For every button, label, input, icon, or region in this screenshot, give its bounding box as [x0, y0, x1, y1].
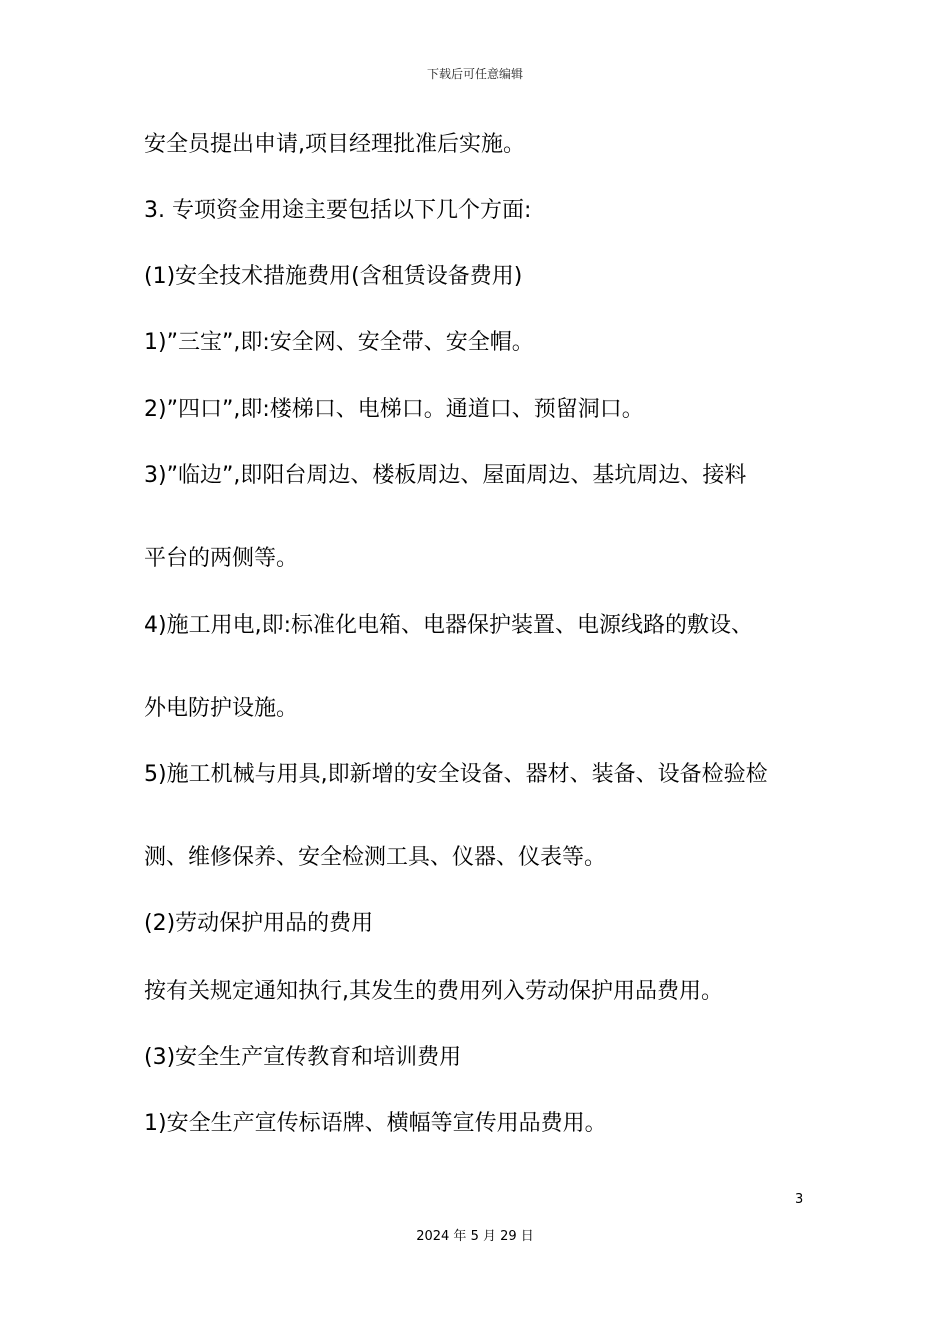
text-line: 5)施工机械与用具,即新增的安全设备、器材、装备、设备检验检 — [144, 762, 768, 787]
text-line: 3)”临边”,即阳台周边、楼板周边、屋面周边、基坑周边、接料 — [144, 463, 747, 488]
text-line: (3)安全生产宣传教育和培训费用 — [144, 1045, 462, 1070]
page-number: 3 — [795, 1192, 804, 1207]
footer-date: 2024 年 5 月 29 日 — [416, 1229, 534, 1244]
text-line: (2)劳动保护用品的费用 — [144, 911, 374, 936]
text-line: 1)安全生产宣传标语牌、横幅等宣传用品费用。 — [144, 1111, 607, 1136]
text-line: 平台的两侧等。 — [144, 546, 299, 571]
text-line: 测、维修保养、安全检测工具、仪器、仪表等。 — [144, 845, 607, 870]
text-line: 按有关规定通知执行,其发生的费用列入劳动保护用品费用。 — [144, 979, 723, 1004]
text-line: 3. 专项资金用途主要包括以下几个方面: — [144, 198, 532, 223]
page-header: 下载后可任意编辑 — [426, 67, 523, 81]
text-line: 1)”三宝”,即:安全网、安全带、安全帽。 — [144, 330, 534, 355]
text-line: 2)”四口”,即:楼梯口、电梯口。通道口、预留洞口。 — [144, 397, 644, 422]
text-line: 外电防护设施。 — [144, 696, 299, 721]
text-line: (1)安全技术措施费用(含租赁设备费用) — [144, 264, 523, 289]
text-line: 4)施工用电,即:标准化电箱、电器保护装置、电源线路的敷设、 — [144, 613, 753, 638]
text-line: 安全员提出申请,项目经理批准后实施。 — [144, 132, 525, 157]
